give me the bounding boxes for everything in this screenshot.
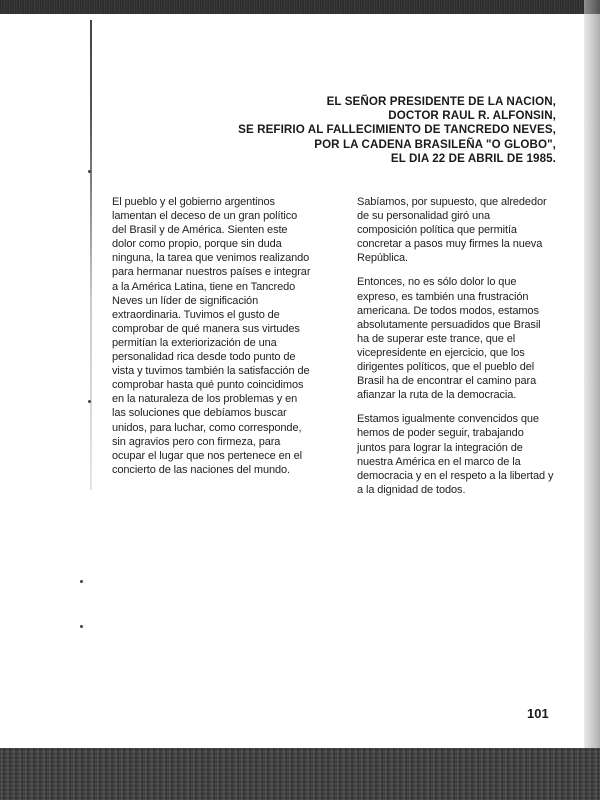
- text-line: Brasil ha de encontrar el camino para: [357, 375, 537, 388]
- text-line: vicepresidente en ejercicio, que los: [357, 346, 525, 359]
- text-line: para hermanar nuestros países e integrar: [112, 266, 311, 279]
- scan-speck: [80, 580, 83, 583]
- text-line: permitían la exteriorización de una: [112, 336, 277, 349]
- text-line: Neves un líder de significación: [112, 294, 259, 307]
- heading-line: EL SEÑOR PRESIDENTE DE LA NACION,: [326, 95, 556, 108]
- text-line: comprobar de qué manera sus virtudes: [112, 322, 300, 335]
- text-line: hemos de poder seguir, trabajando: [357, 427, 524, 440]
- text-line: El pueblo y el gobierno argentinos: [112, 196, 275, 208]
- paragraph: [357, 412, 557, 497]
- text-line: lamentan el deceso de un gran político: [112, 210, 298, 223]
- text-line: afianzar la ruta de la democracia.: [357, 389, 517, 402]
- text-line: composición política que permitía: [357, 224, 517, 237]
- text-line: nuestra América en el marco de la: [357, 455, 521, 468]
- right-column: [357, 195, 557, 507]
- left-column: [112, 195, 312, 487]
- text-line: las soluciones que debíamos buscar: [112, 407, 287, 420]
- text-line: ocupar el lugar que nos pertenece en el: [112, 449, 302, 462]
- text-line: absolutamente persuadidos que Brasil: [357, 318, 541, 331]
- text-line: ninguna, la tarea que venimos realizando: [112, 252, 310, 265]
- text-line: unidos, para luchar, como corresponde,: [112, 421, 302, 434]
- text-line: concierto de las naciones del mundo.: [112, 463, 291, 476]
- text-line: sin agravios pero con firmeza, para: [112, 435, 281, 448]
- text-line: personalidad rica desde todo punto de: [112, 351, 296, 364]
- page-number: 101: [527, 706, 549, 721]
- heading-line: POR LA CADENA BRASILEÑA "O GLOBO",: [314, 137, 556, 151]
- text-line: extraordinaria. Tuvimos el gusto de: [112, 308, 280, 321]
- heading-line: DOCTOR RAUL R. ALFONSIN,: [388, 109, 556, 123]
- scan-border-bottom: [0, 748, 600, 800]
- text-line: Entonces, no es sólo dolor lo que: [357, 276, 517, 289]
- scan-speck: [80, 625, 83, 628]
- text-line: Sabíamos, por supuesto, que alrededor: [357, 196, 547, 208]
- text-line: americana. De todos modos, estamos: [357, 304, 539, 317]
- text-line: en la naturaleza de los problemas y en: [112, 393, 298, 406]
- text-line: a la América Latina, tiene en Tancredo: [112, 280, 296, 293]
- text-line: comprobar hasta qué punto coincidimos: [112, 379, 304, 392]
- scan-speck: [88, 170, 91, 173]
- paragraph: [357, 275, 557, 402]
- text-line: dolor como propio, porque sin duda: [112, 238, 282, 251]
- text-line: a la dignidad de todos.: [357, 483, 466, 496]
- text-line: concretar a pasos muy firmes la nueva: [357, 238, 543, 251]
- paragraph: [112, 195, 312, 477]
- heading-line: SE REFIRIO AL FALLECIMIENTO DE TANCREDO NEVES,: [238, 123, 556, 137]
- scan-border-top: [0, 0, 600, 14]
- text-line: Estamos igualmente convencidos que: [357, 413, 539, 426]
- scan-border-right: [584, 0, 600, 800]
- text-line: de su personalidad giró una: [357, 210, 491, 223]
- text-line: democracia y en el respeto a la libertad y: [357, 469, 554, 482]
- text-line: vista y tuvimos también la satisfacción de: [112, 365, 310, 378]
- text-line: ha de superar este trance, que el: [357, 332, 516, 345]
- text-line: expreso, es también una frustración: [357, 290, 529, 303]
- page-heading: [200, 95, 556, 166]
- text-line: dirigentes políticos, que el pueblo del: [357, 361, 535, 374]
- text-line: del Brasil y de América. Sienten este: [112, 224, 288, 237]
- text-line: República.: [357, 252, 408, 265]
- text-line: juntos para lograr la integración de: [357, 441, 523, 454]
- heading-line: EL DIA 22 DE ABRIL DE 1985.: [390, 151, 556, 165]
- scan-speck: [88, 400, 91, 403]
- paragraph: [357, 195, 557, 265]
- binding-margin-line: [90, 20, 92, 490]
